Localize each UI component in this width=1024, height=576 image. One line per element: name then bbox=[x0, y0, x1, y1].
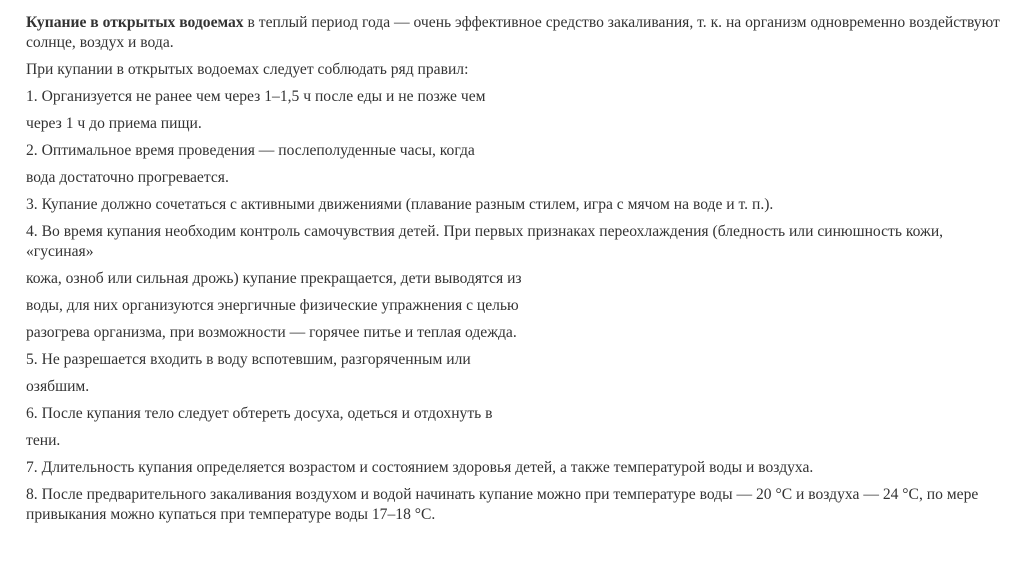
rule-6-line-2: тени. bbox=[26, 432, 61, 449]
rule-5-line-1: 5. Не разрешается входить в воду вспотевшим, разгоряченным или bbox=[26, 351, 471, 368]
intro-bold-term: Купание в открытых водоемах bbox=[26, 14, 244, 31]
document-body bbox=[26, 13, 1006, 532]
rule-4-line-4: разогрева организма, при возможности — горячее питье и теплая одежда. bbox=[26, 324, 517, 341]
rule-4-line-2: кожа, озноб или сильная дрожь) купание прекращается, дети выводятся из bbox=[26, 270, 522, 287]
rule-1-line-1: 1. Организуется не ранее чем через 1–1,5 ч после еды и не позже чем bbox=[26, 88, 486, 105]
rule-2-line-1: 2. Оптимальное время проведения — послеполуденные часы, когда bbox=[26, 142, 475, 159]
intro-text: в теплый период года — очень эффективное средство закаливания, т. к. на организм одновременно воздействуют солнце, воздух и вода. bbox=[26, 14, 1000, 51]
rule-4-line-3: воды, для них организуются энергичные физические упражнения с целью bbox=[26, 297, 519, 314]
rule-2-line-2: вода достаточно прогревается. bbox=[26, 169, 229, 186]
rule-4-line-1: 4. Во время купания необходим контроль самочувствия детей. При первых признаках переохлаждения (бледность или синюшность кожи, «гусиная» bbox=[26, 223, 944, 260]
rule-1-line-2: через 1 ч до приема пищи. bbox=[26, 115, 202, 132]
rule-7: 7. Длительность купания определяется возрастом и состоянием здоровья детей, а также температурой воды и воздуха. bbox=[26, 459, 814, 476]
rule-8: 8. После предварительного закаливания воздухом и водой начинать купание можно при температуре воды — 20 °С и воздуха — 24 °С, по мере привыкания можно купаться при температуре воды 17–18 °С. bbox=[26, 486, 979, 523]
rules-intro: При купании в открытых водоемах следует соблюдать ряд правил: bbox=[26, 61, 469, 78]
rule-5-line-2: озябшим. bbox=[26, 378, 90, 395]
rule-6-line-1: 6. После купания тело следует обтереть досуха, одеться и отдохнуть в bbox=[26, 405, 493, 422]
intro-paragraph bbox=[26, 13, 1006, 53]
rule-3: 3. Купание должно сочетаться с активными движениями (плавание разным стилем, игра с мячом на воде и т. п.). bbox=[26, 196, 774, 213]
